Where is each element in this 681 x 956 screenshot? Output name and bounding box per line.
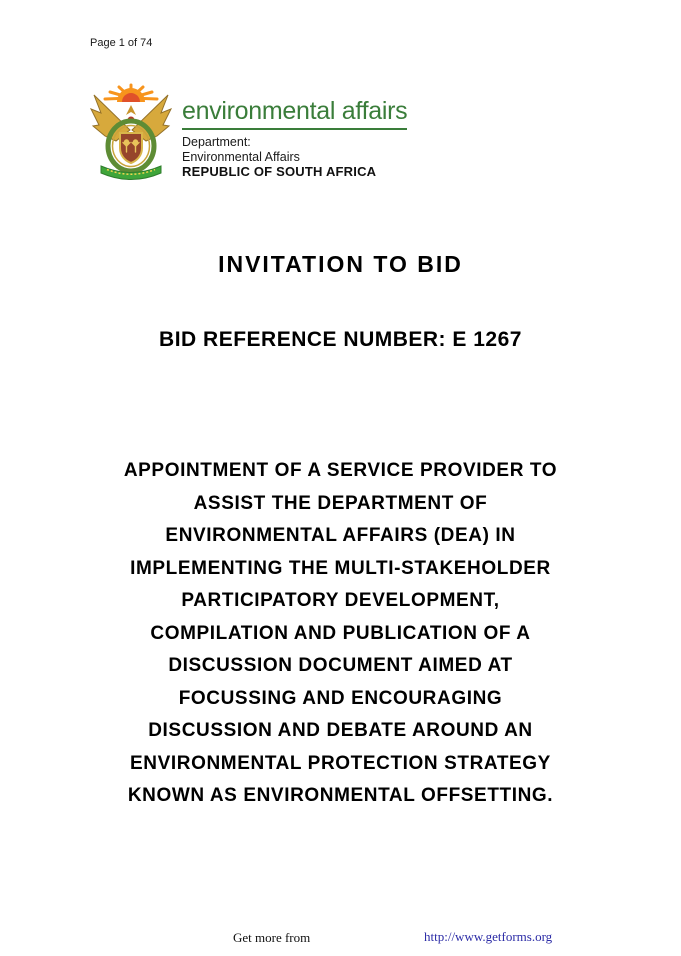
- bid-description-line: ENVIRONMENTAL AFFAIRS (DEA) IN: [165, 525, 516, 546]
- logo-department-name: Environmental Affairs: [182, 149, 300, 164]
- bid-reference-number: BID REFERENCE NUMBER: E 1267: [159, 328, 522, 351]
- bid-description-line: COMPILATION AND PUBLICATION OF A: [150, 622, 531, 644]
- bid-description: [30, 455, 651, 813]
- bid-description-line: IMPLEMENTING THE MULTI-STAKEHOLDER: [130, 557, 551, 579]
- bid-description-line: PARTICIPATORY DEVELOPMENT,: [181, 590, 500, 611]
- bid-description-line: APPOINTMENT OF A SERVICE PROVIDER TO: [123, 460, 558, 481]
- page-indicator: Page 1 of 74: [90, 37, 153, 49]
- bid-description-line: FOCUSSING AND ENCOURAGING: [178, 687, 503, 709]
- footer-link[interactable]: http://www.getforms.org: [424, 929, 553, 944]
- footer-text: Get more from: [233, 930, 311, 945]
- logo-department-label: Department:: [182, 135, 251, 150]
- bid-description-line: KNOWN AS ENVIRONMENTAL OFFSETTING.: [127, 785, 554, 806]
- department-logo: [88, 82, 407, 188]
- bid-description-line: ENVIRONMENTAL PROTECTION STRATEGY: [130, 752, 551, 774]
- south-africa-coat-of-arms-icon: [88, 82, 174, 188]
- logo-text-block: [182, 82, 407, 188]
- document-title: INVITATION TO BID: [218, 251, 463, 277]
- bid-description-line: DISCUSSION AND DEBATE AROUND AN: [148, 720, 533, 741]
- logo-org-name: environmental affairs: [182, 98, 407, 130]
- logo-country: REPUBLIC OF SOUTH AFRICA: [182, 164, 377, 180]
- bid-description-line: DISCUSSION DOCUMENT AIMED AT: [168, 655, 513, 676]
- bid-description-line: ASSIST THE DEPARTMENT OF: [193, 492, 488, 514]
